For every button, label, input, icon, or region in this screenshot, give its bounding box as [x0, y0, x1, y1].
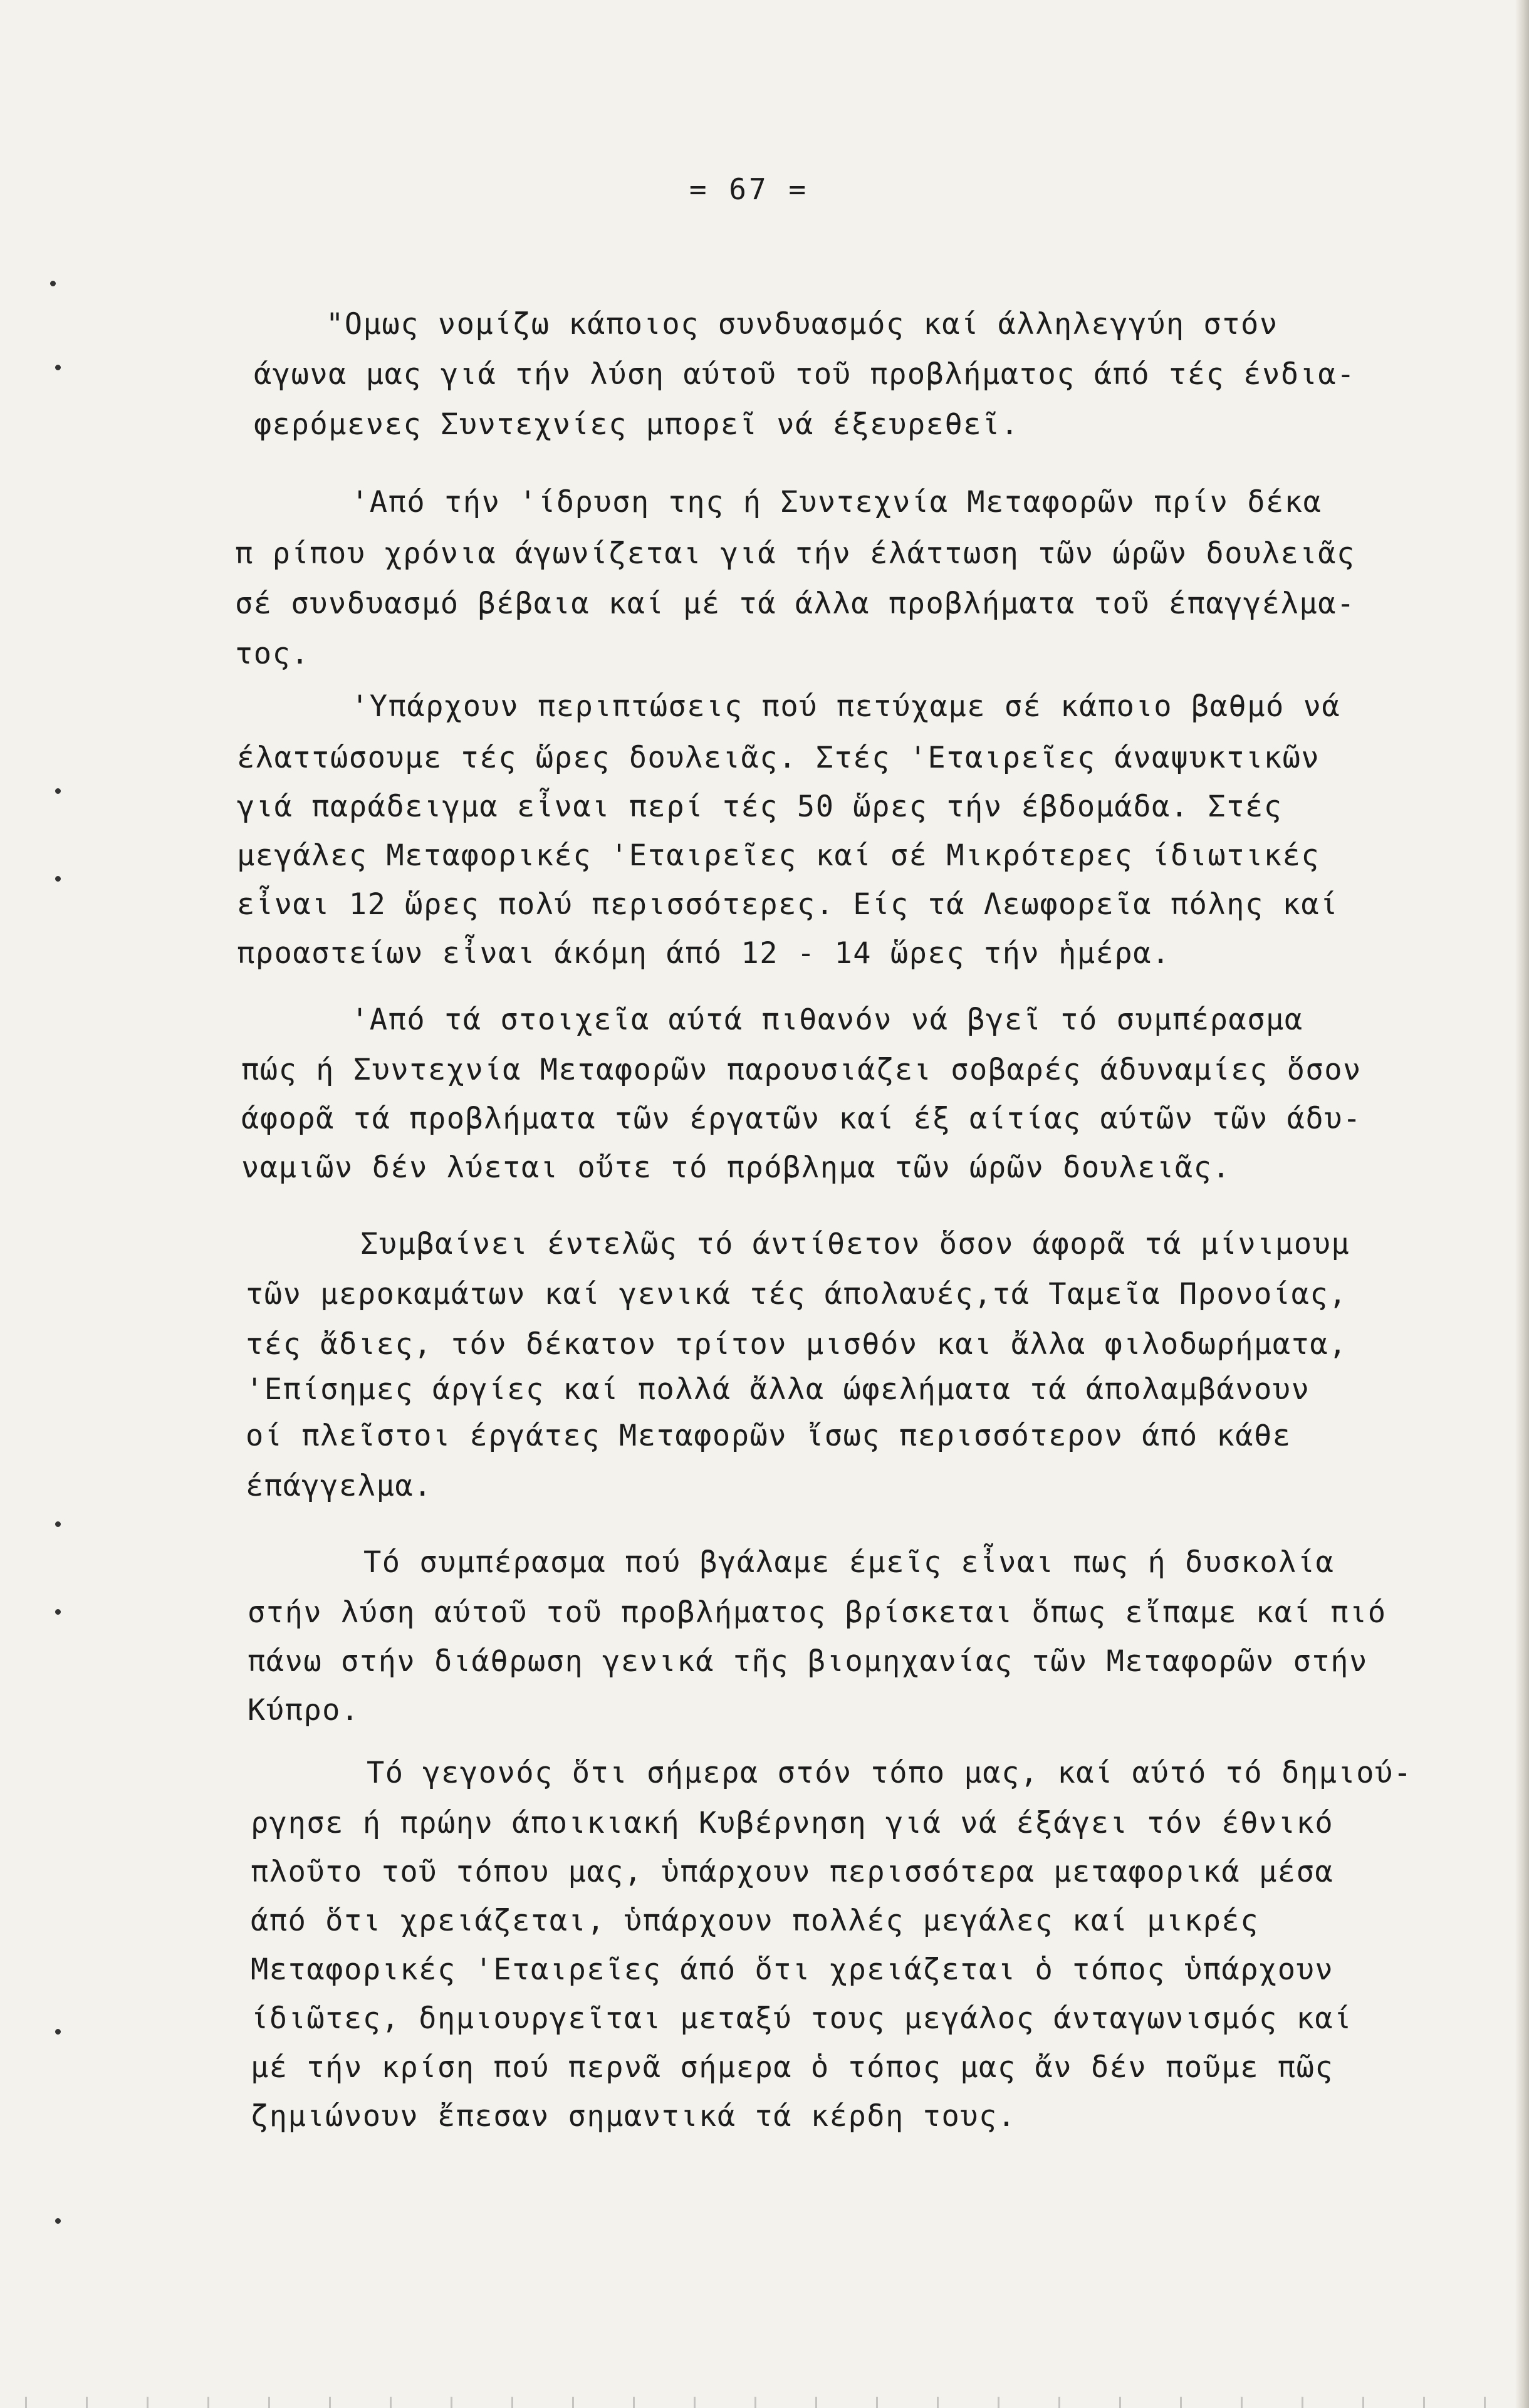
scan-speck [55, 788, 61, 794]
scan-speck [55, 876, 61, 882]
text-line: φερόμενες Συντεχνίες μπορεῖ νά έξευρεθεῖ. [254, 407, 1020, 442]
text-line: 'Υπάρχουν περιπτώσεις πού πετύχαμε σέ κάποιο βαθμό νά [351, 689, 1341, 724]
text-line: Τό συμπέρασμα πού βγάλαμε έμεῖς εἶναι πως ή δυσκολία [363, 1545, 1335, 1580]
text-line: στήν λύση αύτοῦ τοῦ προβλήματος βρίσκεται ὅπως εἴπαμε καί πιό [248, 1595, 1387, 1630]
scan-speck [55, 1521, 61, 1527]
text-line: μεγάλες Μεταφορικές 'Εταιρεῖες καί σέ Μικρότερες ίδιωτικές [237, 838, 1320, 873]
text-line: τές ἄδιες, τόν δέκατον τρίτον μισθόν και ἄλλα φιλοδωρήματα, [246, 1327, 1347, 1362]
text-line: "Ομως νομίζω κάποιος συνδυασμός καί άλληλεγγύη στόν [326, 307, 1278, 341]
scan-speck [55, 2029, 61, 2035]
text-line: έπάγγελμα. [246, 1469, 432, 1503]
text-line: έλαττώσουμε τές ὥρες δουλειᾶς. Στές 'Εταιρεῖες άναψυκτικῶν [237, 741, 1320, 775]
text-line: 'Επίσημες άργίες καί πολλά ἄλλα ώφελήματα τά άπολαμβάνουν [246, 1372, 1310, 1407]
text-line: άπό ὅτι χρειάζεται, ὑπάρχουν πολλές μεγάλες καί μικρές [251, 1904, 1260, 1938]
text-line: ργησε ή πρώην άποικιακή Κυβέρνηση γιά νά έξάγει τόν έθνικό [251, 1806, 1334, 1840]
scan-speck [50, 281, 56, 286]
text-line: προαστείων εἶναι άκόμη άπό 12 - 14 ὥρες τήν ἡμέρα. [237, 936, 1171, 971]
scan-bottom-noise [0, 2397, 1529, 2408]
scan-edge-shadow [1515, 0, 1529, 2408]
text-line: πλοῦτο τοῦ τόπου μας, ὑπάρχουν περισσότερα μεταφορικά μέσα [251, 1855, 1334, 1889]
text-line: τος. [235, 637, 310, 671]
text-line: τῶν μεροκαμάτων καί γενικά τές άπολαυές,τά Ταμεῖα Προνοίας, [246, 1277, 1347, 1311]
text-line: πάνω στήν διάθρωση γενικά τῆς βιομηχανίας τῶν Μεταφορῶν στήν [248, 1644, 1368, 1679]
text-line: γιά παράδειγμα εἶναι περί τές 50 ὥρες τήν έβδομάδα. Στές [237, 790, 1283, 824]
text-line: εἶναι 12 ὥρες πολύ περισσότερες. Είς τά Λεωφορεῖα πόλης καί [237, 887, 1339, 922]
scan-speck [55, 1609, 61, 1615]
text-line: ναμιῶν δέν λύεται οὔτε τό πρόβλημα τῶν ώρῶν δουλειᾶς. [241, 1150, 1231, 1185]
text-line: Τό γεγονός ὅτι σήμερα στόν τόπο μας, καί αύτό τό δημιού- [367, 1756, 1412, 1790]
text-line: 'Από τά στοιχεῖα αύτά πιθανόν νά βγεῖ τό συμπέρασμα [351, 1003, 1303, 1037]
text-line: Μεταφορικές 'Εταιρεῖες άπό ὅτι χρειάζεται ὁ τόπος ὑπάρχουν [251, 1952, 1334, 1987]
page-number: = 67 = [689, 172, 809, 206]
text-line: σέ συνδυασμό βέβαια καί μέ τά άλλα προβλήματα τοῦ έπαγγέλμα- [235, 586, 1355, 621]
text-line: άγωνα μας γιά τήν λύση αύτοῦ τοῦ προβλήματος άπό τές ένδια- [254, 357, 1355, 392]
scan-speck [55, 365, 61, 370]
text-line: 'Από τήν 'ίδρυση της ή Συντεχνία Μεταφορῶν πρίν δέκα [351, 485, 1322, 519]
text-line: Συμβαίνει έντελῶς τό άντίθετον ὅσον άφορᾶ τά μίνιμουμ [360, 1227, 1350, 1261]
text-line: άφορᾶ τά προβλήματα τῶν έργατῶν καί έξ αίτίας αύτῶν τῶν άδυ- [241, 1102, 1362, 1136]
text-line: μέ τήν κρίση πού περνᾶ σήμερα ὁ τόπος μας ἄν δέν ποῦμε πῶς [251, 2050, 1334, 2085]
text-line: π ρίπου χρόνια άγωνίζεται γιά τήν έλάττωση τῶν ώρῶν δουλειᾶς [235, 536, 1355, 571]
text-line: πώς ή Συντεχνία Μεταφορῶν παρουσιάζει σοβαρές άδυναμίες ὅσον [241, 1053, 1362, 1087]
text-line: Κύπρο. [248, 1693, 360, 1728]
text-line: οί πλεῖστοι έργάτες Μεταφορῶν ἴσως περισσότερον άπό κάθε [246, 1419, 1292, 1453]
text-line: ζημιώνουν ἔπεσαν σημαντικά τά κέρδη τους. [251, 2099, 1016, 2134]
text-line: ίδιῶτες, δημιουργεῖται μεταξύ τους μεγάλος άνταγωνισμός καί [251, 2001, 1352, 2036]
scan-speck [55, 2218, 61, 2224]
